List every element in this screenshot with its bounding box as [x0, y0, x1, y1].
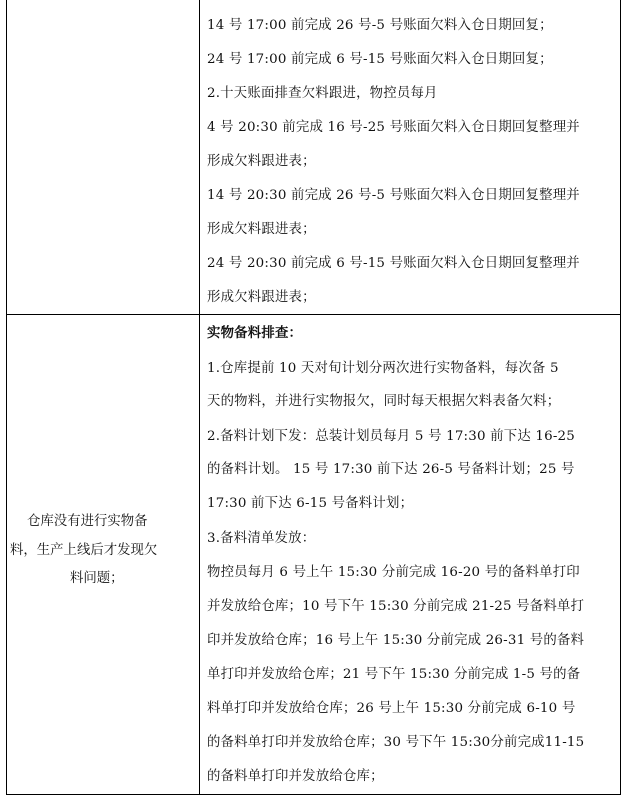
- table-row-divider: [6, 314, 621, 315]
- text-line: 的备料单打印并发放给仓库；: [207, 769, 384, 784]
- text-line: 的备料计划。 15 号 17:30 前下达 26-5 号备料计划；25 号: [207, 462, 575, 477]
- text-line: 2.十天账面排查欠料跟进，物控员每月: [207, 86, 438, 101]
- text-line: 3.备料清单发放：: [207, 531, 316, 546]
- text-line: 印并发放给仓库；16 号上午 15:30 分前完成 26-31 号的备料: [207, 633, 585, 648]
- text-line: 单打印并发放给仓库；21 号下午 15:30 分前完成 1-5 号的备: [207, 667, 581, 682]
- text-line: 天的物料，并进行实物报欠，同时每天根据欠料表备欠料；: [207, 394, 561, 409]
- text-line: 形成欠料跟进表；: [207, 222, 316, 237]
- text-line: 24 号 17:00 前完成 6 号-15 号账面欠料入仓日期回复；: [207, 52, 553, 67]
- text-line: 形成欠料跟进表；: [207, 290, 316, 305]
- text-line: 14 号 17:00 前完成 26 号-5 号账面欠料入仓日期回复；: [207, 18, 553, 33]
- table-border-bottom: [6, 794, 621, 795]
- text-line: 14 号 20:30 前完成 26 号-5 号账面欠料入仓日期回复整理并: [207, 188, 580, 203]
- text-line: 仓库没有进行实物备: [10, 514, 148, 529]
- text-line: 物控员每月 6 号上午 15:30 分前完成 16-20 号的备料单打印: [207, 565, 580, 580]
- section-heading: 实物备料排查：: [207, 325, 303, 341]
- table-border-left: [6, 0, 7, 795]
- text-line: 料，生产上线后才发现欠: [10, 542, 158, 558]
- text-line: 的备料单打印并发放给仓库；30 号下午 15:30分前完成11-15: [207, 735, 585, 750]
- text-line: 料单打印并发放给仓库；26 号上午 15:30 分前完成 6-10 号: [207, 701, 576, 716]
- text-line: 1.仓库提前 10 天对旬计划分两次进行实物备料，每次备 5: [207, 361, 559, 376]
- problem-description-cell: [10, 508, 196, 594]
- text-line: 形成欠料跟进表；: [207, 154, 316, 169]
- table-column-divider: [199, 0, 200, 795]
- table-border-right: [620, 0, 621, 795]
- text-line: 17:30 前下达 6-15 号备料计划；: [207, 496, 414, 511]
- text-line: 2.备料计划下发：总装计划员每月 5 号 17:30 前下达 16-25: [207, 429, 576, 444]
- text-line: 24 号 20:30 前完成 6 号-15 号账面欠料入仓日期回复整理并: [207, 256, 580, 271]
- text-line: 料问题；: [70, 571, 124, 586]
- text-line: 并发放给仓库；10 号下午 15:30 分前完成 21-25 号备料单打: [207, 599, 585, 614]
- text-line: 4 号 20:30 前完成 16 号-25 号账面欠料入仓日期回复整理并: [207, 120, 580, 135]
